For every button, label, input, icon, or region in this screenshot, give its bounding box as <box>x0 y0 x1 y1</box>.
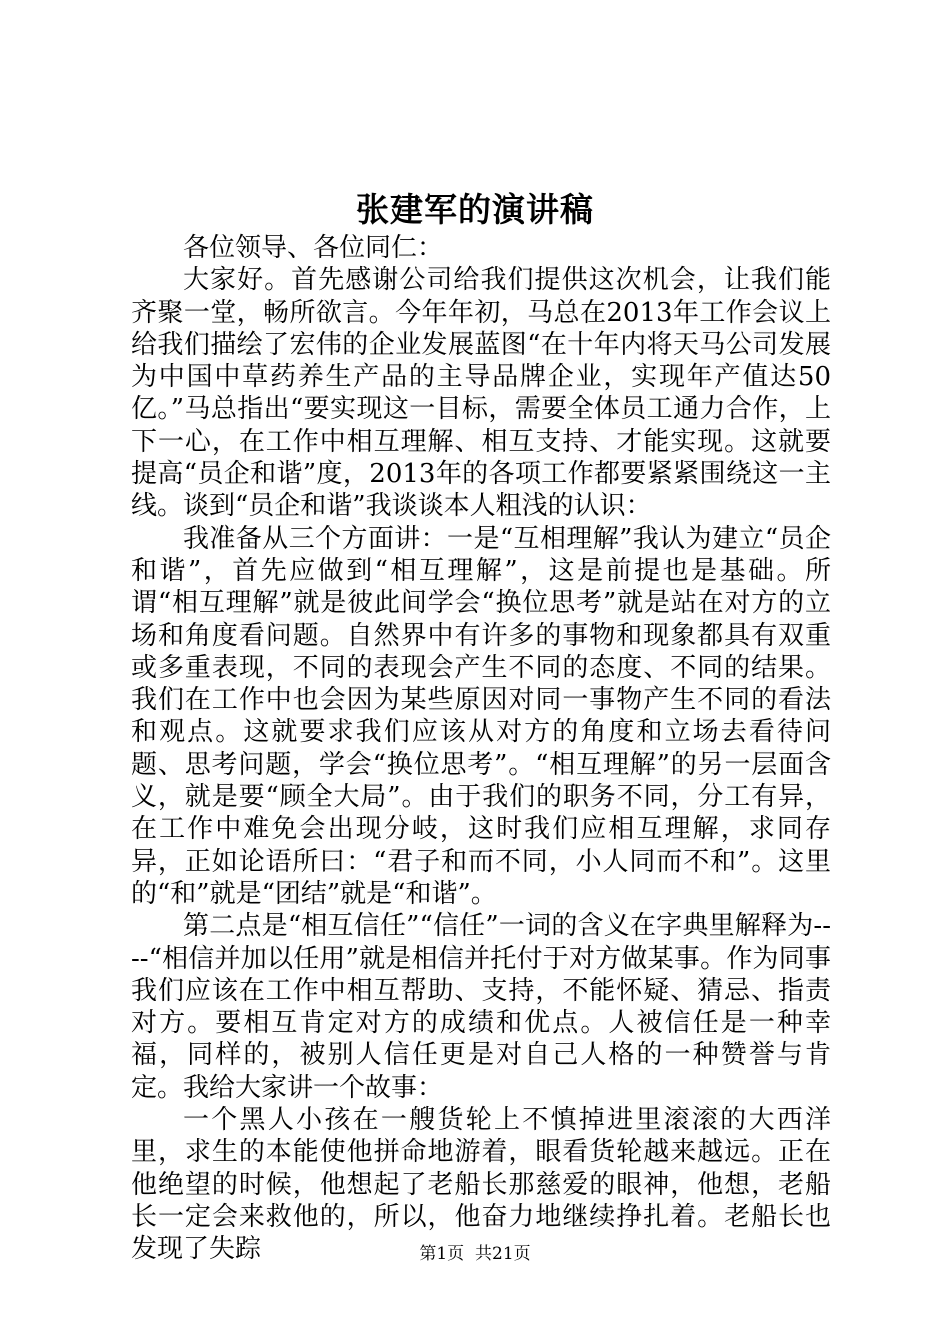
page-number: 第1页 <box>419 1244 465 1264</box>
document-title: 张建军的演讲稿 <box>356 190 594 229</box>
body-paragraph: 大家好。首先感谢公司给我们提供这次机会，让我们能齐聚一堂，畅所欲言。今年年初，马总在2013年工作会议上给我们描绘了宏伟的企业发展蓝图“在十年内将天马公司发展为中国中草药养生产品的主导品牌企业，实现年产值达50亿。”马总指出“要实现这一目标，需要全体员工通力合作，上下一心，在工作中相互理解、相互支持、才能实现。这就要提高“员企和谐”度，2013年的各项工作都要紧紧围绕这一主线。谈到“员企和谐”我谈谈本人粗浅的认识： <box>131 265 831 522</box>
salutation-paragraph: 各位领导、各位同仁： <box>183 233 444 263</box>
page-footer <box>0 1243 950 1265</box>
body-paragraph: 一个黑人小孩在一艘货轮上不慎掉进里滚滚的大西洋里，求生的本能使他拼命地游着，眼看货轮越来越远。正在他绝望的时候，他想起了老船长那慈爱的眼神，他想，老船长一定会来救他的，所以，他奋力地继续挣扎着。老船长也发现了失踪 <box>131 1105 831 1265</box>
page-total: 共21页 <box>475 1244 531 1264</box>
body-paragraph: 我准备从三个方面讲：一是“互相理解”我认为建立“员企和谐”，首先应做到“相互理解”，这是前提也是基础。所谓“相互理解”就是彼此间学会“换位思考”就是站在对方的立场和角度看问题。自然界中有许多的事物和现象都具有双重或多重表现，不同的表现会产生不同的态度、不同的结果。我们在工作中也会因为某些原因对同一事物产生不同的看法和观点。这就要求我们应该从对方的角度和立场去看待问题、思考问题，学会“换位思考”。“相互理解”的另一层面含义，就是要“顾全大局”。由于我们的职务不同，分工有异，在工作中难免会出现分岐，这时我们应相互理解，求同存异，正如论语所曰：“君子和而不同，小人同而不和”。这里的“和”就是“团结”就是“和谐”。 <box>131 523 831 909</box>
document-body <box>131 232 831 1266</box>
body-paragraph: 第二点是“相互信任”“信任”一词的含义在字典里解释为----“相信并加以任用”就是相信并托付于对方做某事。作为同事我们应该在工作中相互帮助、支持，不能怀疑、猜忌、指责对方。要相互肯定对方的成绩和优点。人被信任是一种幸福，同样的，被别人信任更是对自己人格的一种赞誉与肯定。我给大家讲一个故事： <box>131 911 831 1103</box>
